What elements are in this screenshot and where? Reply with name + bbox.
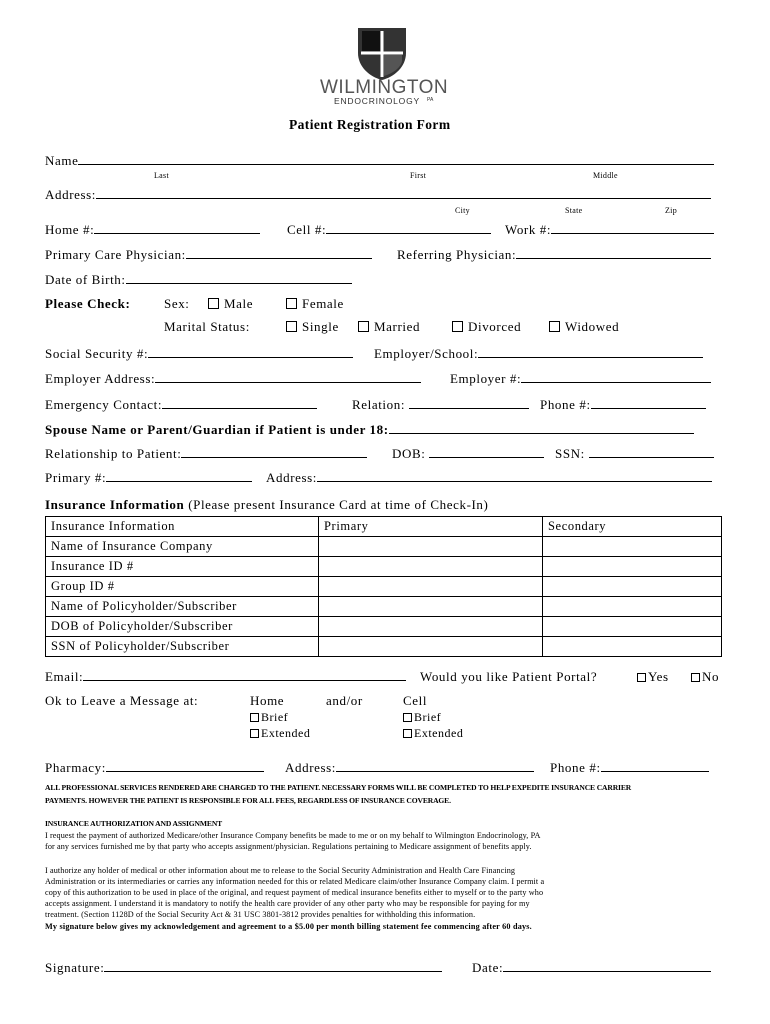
ssn-input[interactable] xyxy=(589,446,714,458)
authorization-heading: INSURANCE AUTHORIZATION AND ASSIGNMENT xyxy=(45,819,223,828)
pharmacy-row xyxy=(45,760,264,776)
charges-notice-line2: PAYMENTS. HOWEVER THE PATIENT IS RESPONSIBLE FOR ALL FEES, REGARDLESS OF INSURANCE COVERAGE. xyxy=(45,796,451,805)
table-row xyxy=(46,557,722,577)
authorization-para1-line1: I request the payment of authorized Medicare/other Insurance Company benefits be made to me or on my behalf to Wilmington Endocrinology, PA xyxy=(45,831,541,840)
please-check-label: Please Check: xyxy=(45,296,131,311)
name-sub-first: First xyxy=(410,171,427,180)
work-phone-row xyxy=(505,222,714,238)
authorization-para1-line2: for any services furnished me by that party who accepts assignment/physician. Regulations pertaining to Medicare assignment of benefits apply. xyxy=(45,842,532,851)
brief-label: Brief xyxy=(414,710,442,724)
insurance-primary-cell[interactable] xyxy=(319,597,543,617)
relation-input[interactable] xyxy=(409,397,529,409)
insurance-col-primary: Primary xyxy=(319,517,543,537)
social-security-row xyxy=(45,346,353,362)
insurance-primary-cell[interactable] xyxy=(319,637,543,657)
and-or-label: and/or xyxy=(326,693,363,708)
checkbox-divorced[interactable] xyxy=(452,321,463,332)
spouse-label: Spouse Name or Parent/Guardian if Patient is under 18: xyxy=(45,422,389,437)
billing-fee-notice: My signature below gives my acknowledgement and agreement to a $5.00 per month billing statement fee commencing after 60 days. xyxy=(45,922,532,931)
brief-label: Brief xyxy=(261,710,289,724)
marital-option-widowed[interactable] xyxy=(549,319,619,335)
sex-option-female[interactable] xyxy=(286,296,344,312)
insurance-row-label: DOB of Policyholder/Subscriber xyxy=(46,617,319,637)
checkbox-cell-brief[interactable] xyxy=(403,713,412,722)
insurance-row-label: Insurance ID # xyxy=(46,557,319,577)
address-sub-city: City xyxy=(455,206,470,215)
work-phone-label: Work #: xyxy=(505,222,552,237)
form-title: Patient Registration Form xyxy=(289,117,451,132)
relationship-label: Relationship to Patient: xyxy=(45,446,182,461)
sex-label: Sex: xyxy=(164,296,190,311)
name-label: Name xyxy=(45,153,79,168)
table-row xyxy=(46,537,722,557)
pharmacy-address-input[interactable] xyxy=(336,760,534,772)
pharmacy-input[interactable] xyxy=(106,760,264,772)
primary-num-row xyxy=(45,470,252,486)
address-label: Address: xyxy=(45,187,97,202)
portal-yes-label: Yes xyxy=(648,669,669,684)
marital-status-label: Marital Status: xyxy=(164,319,250,334)
insurance-row-label: Name of Insurance Company xyxy=(46,537,319,557)
cell-phone-input[interactable] xyxy=(326,222,491,234)
insurance-primary-cell[interactable] xyxy=(319,557,543,577)
ok-leave-message-label: Ok to Leave a Message at: xyxy=(45,693,199,708)
authorization-para2-line1: I authorize any holder of medical or other information about me to release to the Social Security Administration and Health Care Financing xyxy=(45,866,516,875)
employer-school-label: Employer/School: xyxy=(374,346,479,361)
insurance-heading-note: (Please present Insurance Card at time of Check-In) xyxy=(184,497,489,512)
pcp-input[interactable] xyxy=(186,247,372,259)
checkbox-female[interactable] xyxy=(286,298,297,309)
marital-option-single[interactable] xyxy=(286,319,339,335)
pharmacy-phone-row xyxy=(550,760,709,776)
checkbox-cell-extended[interactable] xyxy=(403,729,412,738)
cell-phone-row xyxy=(287,222,491,238)
checkbox-portal-yes[interactable] xyxy=(637,673,646,682)
employer-address-input[interactable] xyxy=(155,371,421,383)
extended-label: Extended xyxy=(414,726,464,740)
insurance-secondary-cell[interactable] xyxy=(543,597,722,617)
checkbox-home-brief[interactable] xyxy=(250,713,259,722)
message-home-label: Home xyxy=(250,693,285,708)
home-extended-option[interactable] xyxy=(250,726,310,741)
signature-input[interactable] xyxy=(104,960,442,972)
sex-option-label: Male xyxy=(224,296,254,311)
sex-option-label: Female xyxy=(302,296,344,311)
emergency-contact-row xyxy=(45,397,317,413)
name-input[interactable] xyxy=(78,153,714,165)
email-input[interactable] xyxy=(83,669,406,681)
spouse-input[interactable] xyxy=(389,422,694,434)
name-row xyxy=(45,153,714,169)
insurance-table-header xyxy=(46,517,722,537)
address-sub-zip: Zip xyxy=(665,206,678,215)
employer-school-input[interactable] xyxy=(478,346,703,358)
insurance-primary-cell[interactable] xyxy=(319,577,543,597)
logo-suffix: PA xyxy=(427,97,434,103)
relationship-input[interactable] xyxy=(181,446,367,458)
logo-name-line1: WILMINGTON xyxy=(320,77,449,98)
ssn-label: SSN: xyxy=(555,446,585,461)
portal-question: Would you like Patient Portal? xyxy=(420,669,598,684)
marital-option-divorced[interactable] xyxy=(452,319,521,335)
marital-option-label: Single xyxy=(302,319,339,334)
cell-brief-option[interactable] xyxy=(403,710,441,725)
social-security-input[interactable] xyxy=(148,346,353,358)
referring-row xyxy=(397,247,711,263)
pcp-row xyxy=(45,247,372,263)
email-row xyxy=(45,669,406,685)
dob2-input[interactable] xyxy=(429,446,544,458)
name-sub-middle: Middle xyxy=(593,171,618,180)
name-sub-last: Last xyxy=(154,171,169,180)
address-row xyxy=(45,187,711,203)
dob2-row xyxy=(392,446,544,462)
pharmacy-address-label: Address: xyxy=(285,760,337,775)
social-security-label: Social Security #: xyxy=(45,346,149,361)
address2-input[interactable] xyxy=(317,470,712,482)
insurance-primary-cell[interactable] xyxy=(319,617,543,637)
relation-row xyxy=(352,397,529,413)
checkbox-portal-no[interactable] xyxy=(691,673,700,682)
employer-number-row xyxy=(450,371,711,387)
home-phone-input[interactable] xyxy=(94,222,260,234)
message-cell-label: Cell xyxy=(403,693,428,708)
checkbox-home-extended[interactable] xyxy=(250,729,259,738)
home-brief-option[interactable] xyxy=(250,710,288,725)
home-phone-label: Home #: xyxy=(45,222,95,237)
insurance-primary-cell[interactable] xyxy=(319,537,543,557)
portal-no-option[interactable] xyxy=(691,669,719,685)
table-row xyxy=(46,597,722,617)
address-sub-state: State xyxy=(565,206,583,215)
cell-phone-label: Cell #: xyxy=(287,222,327,237)
authorization-para2-line3: copy of this authorization to be used in place of the original, and request payment of medical insurance benefits either to myself or to the party who xyxy=(45,888,544,897)
dob-row xyxy=(45,272,352,288)
emergency-phone-input[interactable] xyxy=(591,397,706,409)
emergency-phone-row xyxy=(540,397,706,413)
insurance-secondary-cell[interactable] xyxy=(543,557,722,577)
insurance-heading-bold: Insurance Information xyxy=(45,497,185,512)
insurance-secondary-cell[interactable] xyxy=(543,617,722,637)
emergency-phone-label: Phone #: xyxy=(540,397,591,412)
insurance-row-label: Group ID # xyxy=(46,577,319,597)
date-row xyxy=(472,960,711,976)
dob2-label: DOB: xyxy=(392,446,426,461)
primary-num-input[interactable] xyxy=(106,470,252,482)
extended-label: Extended xyxy=(261,726,311,740)
relationship-row xyxy=(45,446,367,462)
signature-label: Signature: xyxy=(45,960,105,975)
address2-label: Address: xyxy=(266,470,318,485)
marital-option-label: Married xyxy=(374,319,421,334)
dob-input[interactable] xyxy=(126,272,352,284)
relation-label: Relation: xyxy=(352,397,406,412)
pcp-label: Primary Care Physician: xyxy=(45,247,186,262)
cell-extended-option[interactable] xyxy=(403,726,463,741)
email-label: Email: xyxy=(45,669,84,684)
employer-number-input[interactable] xyxy=(521,371,711,383)
referring-label: Referring Physician: xyxy=(397,247,517,262)
insurance-row-label: Name of Policyholder/Subscriber xyxy=(46,597,319,617)
checkbox-single[interactable] xyxy=(286,321,297,332)
employer-number-label: Employer #: xyxy=(450,371,522,386)
charges-notice-line1: ALL PROFESSIONAL SERVICES RENDERED ARE CHARGED TO THE PATIENT. NECESSARY FORMS WILL BE COMPLETED TO HELP EXPEDITE INSURANCE CARRIER xyxy=(45,783,632,792)
dob-label: Date of Birth: xyxy=(45,272,126,287)
pharmacy-address-row xyxy=(285,760,534,776)
insurance-table xyxy=(45,516,722,657)
work-phone-input[interactable] xyxy=(551,222,714,234)
date-label: Date: xyxy=(472,960,504,975)
table-row xyxy=(46,577,722,597)
authorization-para2-line5: treatment. (Section 1128D of the Social Security Act & 31 USC 3801-3812 provides penalties for withholding this information. xyxy=(45,910,476,919)
checkbox-widowed[interactable] xyxy=(549,321,560,332)
sex-option-male[interactable] xyxy=(208,296,253,312)
employer-address-row xyxy=(45,371,421,387)
portal-yes-option[interactable] xyxy=(637,669,669,685)
authorization-para2-line4: accepts assignment. I understand it is mandatory to notify the health care provider of any other party who may be responsible for paying for my xyxy=(45,899,530,908)
insurance-secondary-cell[interactable] xyxy=(543,577,722,597)
insurance-row-label: SSN of Policyholder/Subscriber xyxy=(46,637,319,657)
marital-option-label: Divorced xyxy=(468,319,522,334)
pharmacy-label: Pharmacy: xyxy=(45,760,106,775)
marital-option-married[interactable] xyxy=(358,319,420,335)
logo-name-line2: ENDOCRINOLOGY xyxy=(334,96,420,106)
insurance-heading xyxy=(45,497,488,513)
table-row xyxy=(46,617,722,637)
ssn-row xyxy=(555,446,714,462)
signature-row xyxy=(45,960,442,976)
insurance-secondary-cell[interactable] xyxy=(543,637,722,657)
portal-no-label: No xyxy=(702,669,720,684)
insurance-secondary-cell[interactable] xyxy=(543,537,722,557)
referring-input[interactable] xyxy=(516,247,711,259)
marital-option-label: Widowed xyxy=(565,319,620,334)
pharmacy-phone-label: Phone #: xyxy=(550,760,601,775)
authorization-para2-line2: Administration or its intermediaries or carries any information needed for this or related Medicare claim/other Insurance Company claim. I permit a xyxy=(45,877,545,886)
table-row xyxy=(46,637,722,657)
home-phone-row xyxy=(45,222,260,238)
insurance-col-info: Insurance Information xyxy=(46,517,319,537)
employer-school-row xyxy=(374,346,703,362)
emergency-contact-label: Emergency Contact: xyxy=(45,397,163,412)
address2-row xyxy=(266,470,712,486)
address-input[interactable] xyxy=(96,187,711,199)
primary-num-label: Primary #: xyxy=(45,470,107,485)
checkbox-male[interactable] xyxy=(208,298,219,309)
spouse-row xyxy=(45,422,694,438)
emergency-contact-input[interactable] xyxy=(162,397,317,409)
checkbox-married[interactable] xyxy=(358,321,369,332)
insurance-col-secondary: Secondary xyxy=(543,517,722,537)
pharmacy-phone-input[interactable] xyxy=(601,760,709,772)
date-input[interactable] xyxy=(503,960,711,972)
shield-logo-icon xyxy=(356,27,408,81)
employer-address-label: Employer Address: xyxy=(45,371,156,386)
